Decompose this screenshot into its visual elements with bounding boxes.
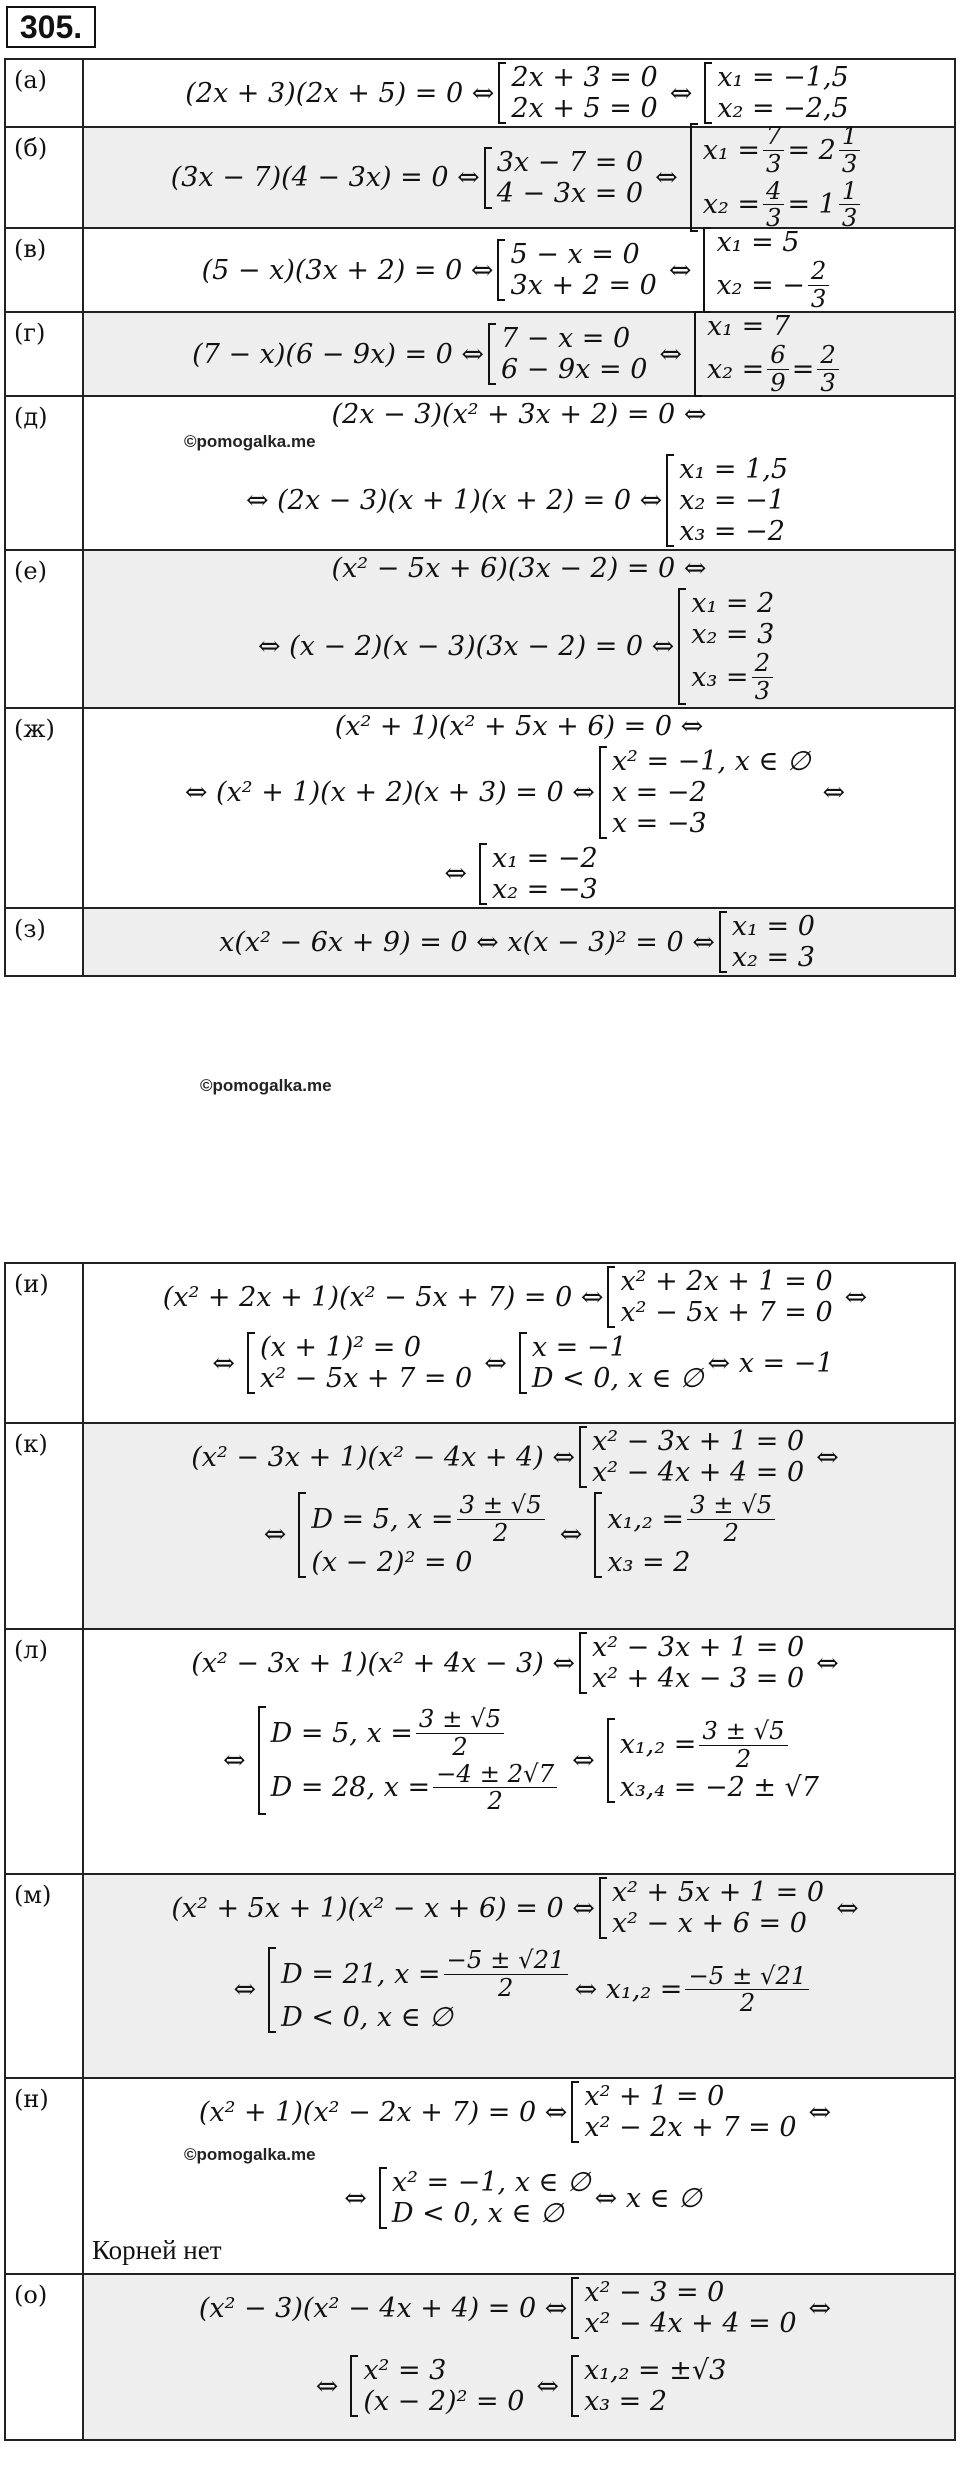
equiv-sign: ⇔ bbox=[808, 2096, 832, 2128]
equiv-sign: ⇔ bbox=[315, 2370, 339, 2402]
equiv-sign: ⇔ bbox=[836, 1892, 859, 1924]
equation-line bbox=[84, 1330, 954, 1396]
system-row bbox=[311, 1492, 547, 1546]
task-content bbox=[83, 396, 955, 550]
system-row: 3x + 2 = 0 bbox=[510, 270, 657, 302]
task-content bbox=[83, 550, 955, 708]
task-row-o bbox=[5, 2274, 955, 2440]
equiv-sign: ⇔ bbox=[212, 1347, 236, 1379]
bracket-system bbox=[571, 2277, 796, 2339]
system-row: x² − 3x + 1 = 0 bbox=[591, 1426, 805, 1457]
equation: (3x − 7)(4 − 3x) = 0 ⇔ bbox=[170, 162, 480, 194]
numerator: 2 bbox=[752, 650, 773, 678]
root-row bbox=[607, 1492, 778, 1546]
bracket-system bbox=[607, 1715, 819, 1804]
task-row-v bbox=[5, 228, 955, 312]
task-label: (и) bbox=[5, 1263, 83, 1423]
system-row: x² = −1, x ∈ ∅ bbox=[391, 2167, 591, 2199]
root-lhs: x₃ = bbox=[691, 662, 749, 694]
equation-line bbox=[84, 1490, 954, 1579]
root-row: x₁ = 2 bbox=[691, 588, 775, 620]
numerator: 3 ± √5 bbox=[457, 1492, 545, 1520]
root-row: x₃ = 2 bbox=[584, 2386, 668, 2418]
equiv-sign: ⇔ bbox=[536, 2370, 560, 2402]
system-row: (x + 1)² = 0 bbox=[260, 1332, 422, 1364]
equation-line bbox=[84, 744, 954, 841]
root-lhs: x₂ = − bbox=[716, 270, 805, 302]
root-row: x₁ = −2 bbox=[491, 842, 598, 874]
task-row-k bbox=[5, 1423, 955, 1629]
denominator: 3 bbox=[765, 203, 782, 233]
numerator: −5 ± √21 bbox=[685, 1963, 809, 1991]
equiv-sign: ⇔ bbox=[844, 1281, 868, 1313]
root-row: x₁ = 5 bbox=[716, 227, 800, 259]
equation-line: (2x − 3)(x² + 3x + 2) = 0 ⇔ bbox=[331, 399, 707, 431]
root-row: x₂ = −3 bbox=[491, 873, 598, 905]
denominator: 2 bbox=[492, 1517, 509, 1547]
equation-line bbox=[84, 1424, 954, 1490]
task-row-i bbox=[5, 1263, 955, 1423]
task-row-m bbox=[5, 1874, 955, 2078]
task-content bbox=[83, 59, 955, 127]
answer: ⇔ x ∈ ∅ bbox=[594, 2182, 702, 2214]
equiv-sign: ⇔ bbox=[444, 858, 467, 890]
equation: (7 − x)(6 − 9x) = 0 ⇔ bbox=[192, 338, 485, 370]
watermark: ©pomogalka.me bbox=[184, 432, 316, 452]
denominator: 2 bbox=[739, 1988, 756, 2018]
denominator: 3 bbox=[765, 148, 782, 178]
numerator: 1 bbox=[839, 123, 860, 151]
task-label: (м) bbox=[5, 1874, 83, 2078]
equation-line bbox=[84, 1264, 954, 1330]
equiv-sign: ⇔ bbox=[263, 1519, 287, 1551]
root-row: x₁ = 0 bbox=[731, 911, 815, 942]
denominator: 2 bbox=[735, 1743, 752, 1773]
system-row bbox=[270, 1758, 560, 1816]
equation-line bbox=[84, 2275, 954, 2341]
equation: ⇔ (2x − 3)(x + 1)(x + 2) = 0 ⇔ bbox=[245, 485, 663, 517]
bracket-system bbox=[497, 239, 656, 301]
bracket-system bbox=[579, 1632, 804, 1694]
root-row bbox=[619, 1715, 819, 1773]
system-row: x = −3 bbox=[611, 807, 707, 839]
task-content bbox=[83, 2078, 955, 2274]
equation-line bbox=[84, 2341, 954, 2419]
bracket-system bbox=[298, 1492, 547, 1577]
root-row bbox=[703, 123, 864, 177]
equation: (x² − 3)(x² − 4x + 4) = 0 ⇔ bbox=[198, 2292, 568, 2324]
numerator: 7 bbox=[763, 123, 784, 151]
numerator: 2 bbox=[817, 342, 838, 370]
root-row: x₁ = 1,5 bbox=[679, 454, 789, 486]
equation: (x² + 1)(x² − 2x + 7) = 0 ⇔ bbox=[198, 2096, 568, 2128]
equation-line: (x² + 1)(x² + 5x + 6) = 0 ⇔ bbox=[334, 710, 704, 742]
fraction bbox=[817, 342, 838, 396]
bracket-system bbox=[704, 62, 848, 124]
equation: (x² + 5x + 1)(x² − x + 6) = 0 ⇔ bbox=[171, 1892, 595, 1924]
equation-line bbox=[84, 311, 954, 398]
equation: (2x + 3)(2x + 5) = 0 ⇔ bbox=[185, 77, 495, 109]
task-content bbox=[83, 121, 955, 233]
equation-line bbox=[84, 2079, 954, 2145]
task-content bbox=[83, 1423, 955, 1629]
fraction bbox=[416, 1706, 504, 1760]
row-lhs: x₁,₂ = bbox=[607, 1503, 685, 1535]
equation-line bbox=[84, 227, 954, 314]
numerator: 4 bbox=[763, 178, 784, 206]
root-row: x₃ = 2 bbox=[607, 1546, 691, 1578]
equiv-sign: ⇔ bbox=[669, 77, 693, 109]
equation-line bbox=[84, 1875, 954, 1941]
system-row: x = −1 bbox=[531, 1332, 627, 1364]
equiv-sign: ⇔ bbox=[816, 1647, 839, 1679]
root-row: x₂ = 3 bbox=[731, 942, 815, 974]
solutions-table-1 bbox=[4, 58, 956, 977]
system-row: x² + 5x + 1 = 0 bbox=[611, 1877, 825, 1908]
numerator: −4 ± 2√7 bbox=[433, 1761, 557, 1789]
equation-line bbox=[84, 1941, 954, 2034]
watermark: ©pomogalka.me bbox=[184, 2145, 316, 2165]
system-row: x² − 3 = 0 bbox=[584, 2277, 725, 2308]
equation: ⇔ (x − 2)(x − 3)(3x − 2) = 0 ⇔ bbox=[257, 631, 675, 662]
system-row: 2x + 3 = 0 bbox=[511, 62, 658, 93]
bracket-system bbox=[690, 123, 864, 232]
row-lhs: D = 21, x = bbox=[281, 1958, 441, 1990]
equation-line bbox=[84, 909, 954, 975]
bracket-system bbox=[607, 1266, 832, 1328]
task-content bbox=[83, 228, 955, 312]
equiv-sign: ⇔ bbox=[484, 1347, 507, 1379]
bracket-system bbox=[268, 1947, 570, 2032]
row-lhs: D = 5, x = bbox=[311, 1503, 454, 1535]
no-roots-note: Корней нет bbox=[92, 2235, 222, 2266]
equation: ⇔ (x² + 1)(x + 2)(x + 3) = 0 ⇔ bbox=[184, 776, 595, 808]
denominator: 2 bbox=[723, 1517, 739, 1547]
bracket-system bbox=[571, 2081, 796, 2143]
bracket-system bbox=[719, 911, 815, 973]
fraction bbox=[808, 258, 829, 312]
root-row: x₁ = −1,5 bbox=[717, 62, 849, 93]
bracket-system bbox=[479, 843, 598, 905]
bracket-system bbox=[379, 2167, 591, 2229]
system-row: x² − 5x + 7 = 0 bbox=[620, 1297, 833, 1329]
equation-line: (x² − 5x + 6)(3x − 2) = 0 ⇔ bbox=[331, 553, 707, 585]
system-row: 4 − 3x = 0 bbox=[496, 177, 644, 209]
system-row: x² = −1, x ∈ ∅ bbox=[611, 745, 811, 777]
system-row: x² − 3x + 1 = 0 bbox=[591, 1632, 805, 1663]
equiv-sign: ⇔ bbox=[344, 2182, 367, 2214]
mixed-whole: = 1 bbox=[787, 189, 836, 221]
bracket-system bbox=[488, 323, 647, 385]
system-row: x² = 3 bbox=[363, 2355, 447, 2387]
answer: ⇔ x = −1 bbox=[707, 1347, 834, 1379]
bracket-system bbox=[258, 1706, 560, 1815]
row-lhs: x₁,₂ = bbox=[619, 1729, 697, 1761]
task-label: (г) bbox=[5, 312, 83, 396]
equiv-sign: ⇔ bbox=[572, 1745, 595, 1777]
row-lhs: D = 28, x = bbox=[270, 1772, 431, 1804]
root-row: x₂ = −1 bbox=[679, 485, 785, 517]
system-row: D < 0, x ∈ ∅ bbox=[391, 2198, 564, 2230]
exercise-number: 305. bbox=[6, 6, 96, 48]
bracket-system bbox=[350, 2355, 524, 2417]
fraction bbox=[433, 1758, 557, 1816]
root-lhs: x₁ = bbox=[702, 134, 760, 166]
task-label: (л) bbox=[5, 1629, 83, 1874]
root-row: x₃,₄ = −2 ± √7 bbox=[619, 1772, 819, 1804]
root-row bbox=[707, 342, 842, 396]
task-label: (д) bbox=[5, 396, 83, 550]
task-label: (к) bbox=[5, 1423, 83, 1629]
equation-line bbox=[84, 452, 954, 549]
equation: (x² − 3x + 1)(x² − 4x + 4) ⇔ bbox=[191, 1441, 575, 1473]
root-row: x₂ = 3 bbox=[691, 619, 775, 651]
equation-line bbox=[84, 1630, 954, 1696]
task-label: (з) bbox=[5, 908, 83, 976]
task-row-d bbox=[5, 396, 955, 550]
fraction bbox=[687, 1492, 775, 1546]
task-content bbox=[83, 1629, 955, 1874]
task-row-zh bbox=[5, 708, 955, 908]
equiv-sign: ⇔ bbox=[655, 162, 678, 194]
system-row: D < 0, x ∈ ∅ bbox=[531, 1363, 704, 1395]
task-label: (а) bbox=[5, 59, 83, 127]
root-row: x₁ = 7 bbox=[707, 311, 791, 343]
root-row: x₂ = −2,5 bbox=[717, 93, 849, 125]
equiv-sign: ⇔ bbox=[559, 1519, 583, 1551]
bracket-system bbox=[599, 746, 811, 839]
task-row-e bbox=[5, 550, 955, 708]
denominator: 3 bbox=[810, 284, 827, 314]
fraction bbox=[839, 175, 860, 233]
equiv-sign: ⇔ bbox=[233, 1974, 257, 2006]
equation-line bbox=[84, 841, 954, 907]
bracket-system bbox=[484, 147, 643, 209]
root-row bbox=[691, 650, 776, 704]
system-row: 3x − 7 = 0 bbox=[496, 146, 644, 178]
bracket-system bbox=[579, 1426, 804, 1488]
denominator: 2 bbox=[497, 1972, 514, 2002]
root-row bbox=[716, 258, 832, 312]
denominator: 3 bbox=[841, 203, 858, 233]
system-row: 5 − x = 0 bbox=[510, 239, 640, 271]
equation: (5 − x)(3x + 2) = 0 ⇔ bbox=[201, 254, 494, 286]
system-row: (x − 2)² = 0 bbox=[363, 2386, 525, 2418]
fraction bbox=[752, 650, 773, 704]
equation: (x² + 2x + 1)(x² − 5x + 7) = 0 ⇔ bbox=[162, 1281, 604, 1313]
system-row: x² − 2x + 7 = 0 bbox=[584, 2112, 797, 2144]
equals: = bbox=[791, 354, 815, 386]
task-label: (о) bbox=[5, 2274, 83, 2440]
equation-line bbox=[84, 2165, 954, 2231]
task-label: (е) bbox=[5, 550, 83, 708]
task-row-z bbox=[5, 908, 955, 976]
numerator: 3 ± √5 bbox=[687, 1492, 775, 1520]
task-content bbox=[83, 1874, 955, 2078]
bracket-system bbox=[594, 1492, 778, 1577]
fraction bbox=[767, 342, 788, 396]
solutions-table-2 bbox=[4, 1262, 956, 2441]
fraction bbox=[763, 123, 784, 177]
system-row: x² + 2x + 1 = 0 bbox=[620, 1266, 833, 1297]
equation-line bbox=[84, 60, 954, 126]
task-row-b bbox=[5, 127, 955, 228]
task-label: (б) bbox=[5, 127, 83, 228]
numerator: 1 bbox=[839, 178, 860, 206]
system-row: x² − 5x + 7 = 0 bbox=[260, 1363, 473, 1395]
equiv-sign: ⇔ bbox=[668, 254, 692, 286]
fraction bbox=[457, 1492, 545, 1546]
bracket-system bbox=[678, 588, 776, 705]
system-row: x² − 4x + 4 = 0 bbox=[591, 1457, 805, 1489]
mixed-whole: = 2 bbox=[787, 134, 836, 166]
denominator: 9 bbox=[770, 368, 786, 398]
system-row: 2x + 5 = 0 bbox=[511, 93, 658, 125]
task-content bbox=[83, 708, 955, 908]
fraction bbox=[699, 1715, 787, 1773]
equation: (x² − 3x + 1)(x² + 4x − 3) ⇔ bbox=[191, 1647, 575, 1679]
task-row-l bbox=[5, 1629, 955, 1874]
system-row: x² + 1 = 0 bbox=[584, 2081, 725, 2112]
equiv-sign: ⇔ bbox=[816, 1441, 839, 1473]
system-row: 6 − 9x = 0 bbox=[501, 354, 648, 386]
equiv-sign: ⇔ bbox=[808, 2292, 832, 2324]
bracket-system bbox=[666, 454, 788, 547]
bracket-system bbox=[703, 227, 832, 312]
root-row: x₁,₂ = ±√3 bbox=[584, 2355, 727, 2387]
task-content bbox=[83, 1263, 955, 1423]
bracket-system bbox=[571, 2355, 726, 2417]
fraction bbox=[839, 123, 860, 177]
watermark: ©pomogalka.me bbox=[200, 1076, 332, 1095]
root-row bbox=[702, 175, 864, 233]
answer-lhs: ⇔ x₁,₂ = bbox=[574, 1974, 683, 2006]
equation-line bbox=[84, 121, 954, 233]
system-row: (x − 2)² = 0 bbox=[311, 1546, 473, 1578]
equation-line bbox=[84, 1696, 954, 1817]
system-row: D < 0, x ∈ ∅ bbox=[281, 2001, 453, 2033]
equation-line bbox=[84, 586, 954, 707]
task-row-n bbox=[5, 2078, 955, 2274]
equiv-sign: ⇔ bbox=[822, 776, 846, 808]
task-label: (ж) bbox=[5, 708, 83, 908]
equation: x(x² − 6x + 9) = 0 ⇔ x(x − 3)² = 0 ⇔ bbox=[219, 926, 715, 958]
bracket-system bbox=[599, 1877, 824, 1939]
task-content bbox=[83, 2274, 955, 2440]
system-row: x = −2 bbox=[611, 776, 707, 808]
equiv-sign: ⇔ bbox=[223, 1745, 246, 1777]
numerator: 3 ± √5 bbox=[699, 1718, 787, 1746]
system-row: x² + 4x − 3 = 0 bbox=[591, 1663, 805, 1695]
task-content bbox=[83, 312, 955, 396]
row-lhs: D = 5, x = bbox=[270, 1717, 413, 1749]
denominator: 3 bbox=[820, 368, 836, 398]
task-row-a bbox=[5, 59, 955, 127]
task-row-g bbox=[5, 312, 955, 396]
system-row: 7 − x = 0 bbox=[501, 323, 631, 355]
system-row bbox=[271, 1706, 560, 1760]
bracket-system bbox=[694, 311, 842, 396]
denominator: 2 bbox=[487, 1786, 503, 1816]
system-row bbox=[281, 1947, 570, 2001]
numerator: −5 ± √21 bbox=[444, 1947, 568, 1975]
task-label: (н) bbox=[5, 2078, 83, 2274]
bracket-system bbox=[498, 62, 657, 124]
bracket-system bbox=[519, 1332, 704, 1394]
system-row: x² − 4x + 4 = 0 bbox=[584, 2308, 797, 2340]
fraction bbox=[444, 1947, 568, 2001]
numerator: 3 ± √5 bbox=[416, 1706, 504, 1734]
denominator: 2 bbox=[452, 1731, 468, 1761]
bracket-system bbox=[247, 1332, 472, 1394]
fraction bbox=[763, 175, 784, 233]
root-row: x₃ = −2 bbox=[679, 516, 785, 548]
denominator: 3 bbox=[754, 676, 771, 706]
root-lhs: x₂ = bbox=[707, 354, 765, 386]
fraction bbox=[685, 1960, 809, 2018]
numerator: 2 bbox=[808, 258, 829, 286]
task-content bbox=[83, 908, 955, 976]
denominator: 3 bbox=[841, 148, 858, 178]
root-lhs: x₂ = bbox=[702, 189, 760, 221]
task-label: (в) bbox=[5, 228, 83, 312]
system-row: x² − x + 6 = 0 bbox=[611, 1908, 807, 1940]
equiv-sign: ⇔ bbox=[659, 338, 682, 370]
numerator: 6 bbox=[767, 342, 788, 370]
